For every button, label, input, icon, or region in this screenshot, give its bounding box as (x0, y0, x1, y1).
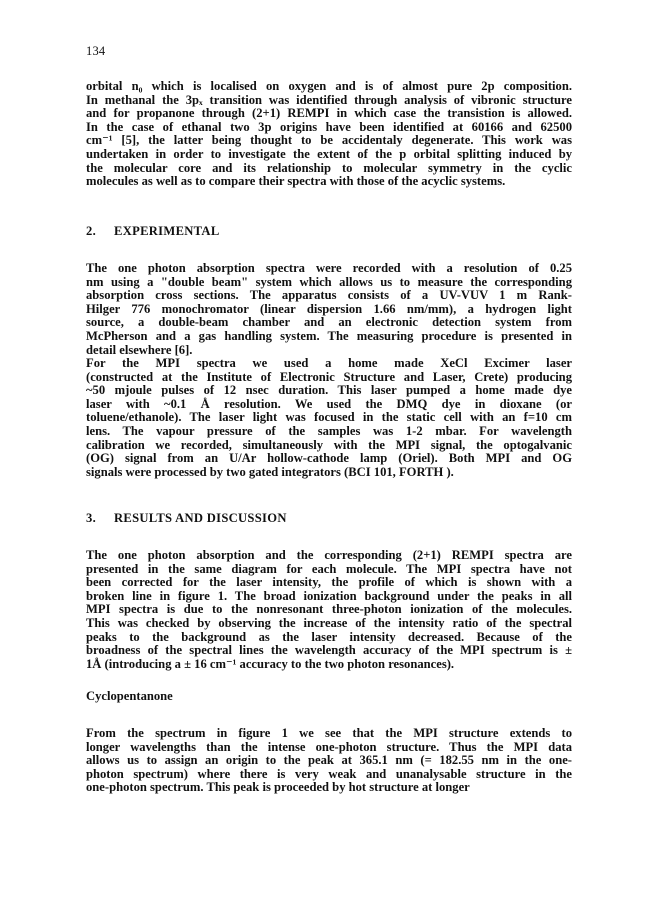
text-line: presented in the same diagram for each molecule. The MPI spectra have not (86, 561, 572, 576)
text-line: orbital n₀ which is localised on oxygen and is of almost pure 2p composition. (86, 79, 572, 93)
text-line: broadness of the spectral lines the wavelength accuracy of the MPI spectrum is ± (86, 643, 572, 658)
text-line: and for propanone through (2+1) REMPI in which case the transistion is allowed. (86, 106, 572, 121)
text-line: undertaken in order to investigate the extent of the p orbital splitting induced by (86, 146, 572, 161)
text-line: 1Å (introducing a ± 16 cm⁻¹ accuracy to the two photon resonances). (86, 656, 455, 671)
text-line: The one photon absorption and the corresponding (2+1) REMPI spectra are (86, 548, 572, 562)
text-line: This was checked by observing the increase of the intensity ratio of the spectral (86, 615, 572, 630)
text-line: molecules as well as to compare their spectra with those of the acyclic systems. (86, 174, 506, 189)
text-line: detail elsewhere [6]. (86, 342, 193, 357)
text-line: source, a double-beam chamber and an electronic detection system from (86, 315, 572, 330)
text-line: signals were processed by two gated integrators (BCI 101, FORTH ). (86, 464, 454, 479)
page-number: 134 (86, 44, 106, 58)
experimental-paragraph-2 (86, 357, 572, 479)
text-line: Hilger 776 monochromator (linear dispersion 1.66 nm/mm), a hydrogen light (86, 301, 572, 316)
cyclopentanone-paragraph (86, 727, 572, 795)
text-line: cm⁻¹ [5], the latter being thought to be accidentaly degenerate. This work was (86, 133, 572, 148)
text-line: laser with ~0.1 Å resolution. We used the DMQ dye in dioxane (or (86, 396, 572, 411)
text-line: MPI spectra is due to the nonresonant three-photon ionization of the molecules. (86, 602, 572, 617)
experimental-paragraph-1 (86, 262, 572, 357)
section-heading-experimental (86, 224, 220, 239)
text-line: In methanal the 3pₓ transition was identified through analysis of vibronic structure (86, 92, 572, 107)
text-line: toluene/ethanole). The laser light was focused in the static cell with an f=10 cm (86, 410, 572, 425)
text-line: (constructed at the Institute of Electronic Structure and Laser, Crete) producing (86, 369, 572, 384)
section-title: RESULTS AND DISCUSSION (114, 511, 287, 525)
text-line: (OG) signal from an U/Ar hollow-cathode lamp (Oriel). Both MPI and OG (86, 451, 572, 466)
text-line: longer wavelengths than the intense one-photon structure. Thus the MPI data (86, 739, 572, 754)
text-line: broken line in figure 1. The broad ionization background under the peaks in all (86, 588, 572, 603)
subheading-cyclopentanone: Cyclopentanone (86, 689, 173, 703)
text-line: allows us to assign an origin to the peak at 365.1 nm (= 182.55 nm in the one- (86, 753, 572, 768)
text-line: lens. The vapour pressure of the samples was 1-2 mbar. For wavelength (86, 423, 572, 438)
text-line: absorption cross sections. The apparatus consists of a UV-VUV 1 m Rank- (86, 288, 572, 303)
text-line: one-photon spectrum. This peak is proceeded by hot structure at longer (86, 780, 470, 795)
text-line: McPherson and a gas handling system. The measuring procedure is presented in (86, 328, 572, 343)
text-line: peaks to the background as the laser intensity decreased. Because of the (86, 629, 572, 644)
section-number: 2. (86, 224, 97, 238)
text-line: From the spectrum in figure 1 we see that the MPI structure extends to (86, 726, 572, 740)
intro-paragraph (86, 80, 572, 189)
text-line: photon spectrum) where there is very weak and unanalysable structure in the (86, 766, 572, 781)
text-line: nm using a "double beam" system which allows us to measure the corresponding (86, 274, 572, 289)
text-line: The one photon absorption spectra were recorded with a resolution of 0.25 (86, 261, 572, 275)
text-line: been corrected for the laser intensity, the profile of which is shown with a (86, 575, 572, 590)
text-line: ~50 mjoule pulses of 12 nsec duration. This laser pumped a home made dye (86, 383, 572, 398)
section-title: EXPERIMENTAL (114, 224, 220, 238)
results-paragraph-1 (86, 549, 572, 671)
text-line: the molecular core and its relationship to molecular symmetry in the cyclic (86, 160, 572, 175)
section-heading-results (86, 511, 287, 526)
text-line: In the case of ethanal two 3p origins have been identified at 60166 and 62500 (86, 119, 572, 134)
text-line: calibration we recorded, simultaneously with the MPI signal, the optogalvanic (86, 437, 572, 452)
text-line: For the MPI spectra we used a home made XeCl Excimer laser (86, 356, 572, 370)
section-number: 3. (86, 511, 97, 525)
